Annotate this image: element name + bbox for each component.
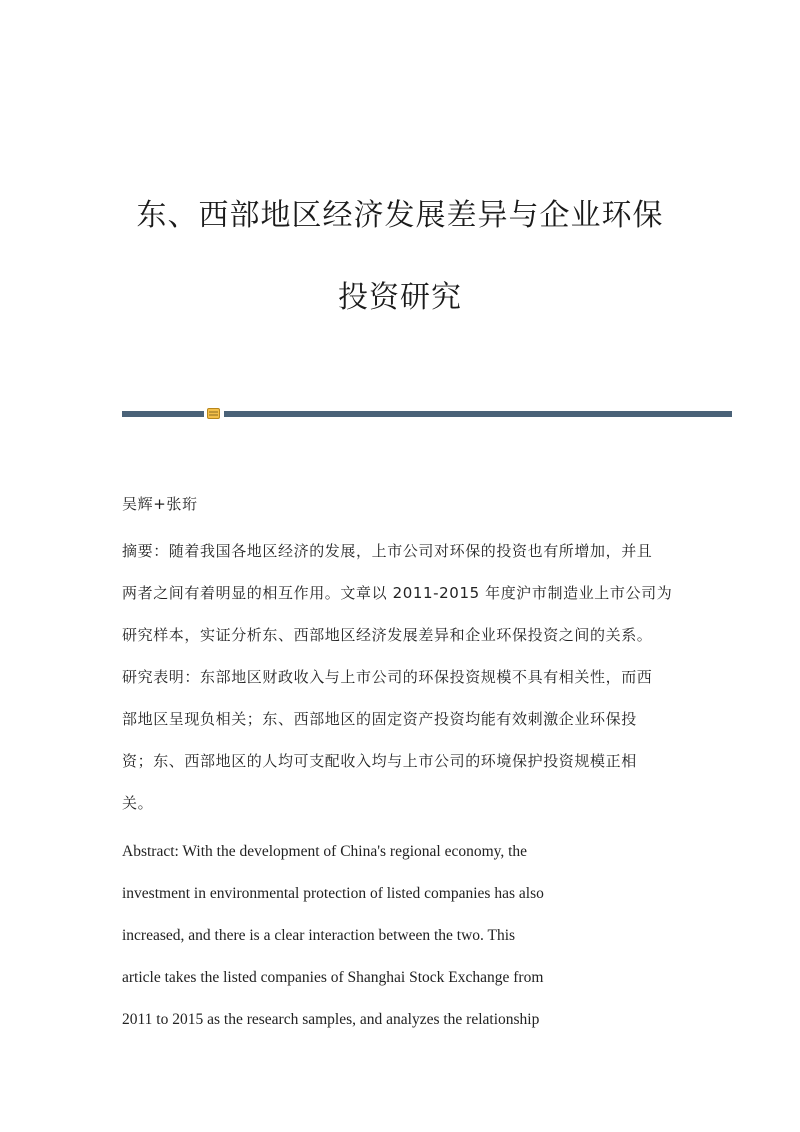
abstract-en-line: 2011 to 2015 as the research samples, and analyzes the relationship (122, 1011, 540, 1028)
abstract-en-line: article takes the listed companies of Shanghai Stock Exchange from (122, 969, 544, 986)
title-line-2: 投资研究 (338, 280, 462, 315)
title-line-1: 东、西部地区经济发展差异与企业环保 (136, 198, 664, 233)
abstract-zh-line: 关。 (122, 794, 154, 812)
abstract-en-line: investment in environmental protection of listed companies has also (122, 885, 544, 902)
abstract-zh-line: 两者之间有着明显的相互作用。文章以 2011-2015 年度沪市制造业上市公司为 (122, 584, 673, 602)
abstract-zh-line: 资；东、西部地区的人均可支配收入均与上市公司的环境保护投资规模正相 (122, 752, 637, 770)
divider-ornament-icon (207, 408, 220, 419)
divider-bar-right (224, 411, 732, 417)
abstract-en-line: Abstract: With the development of China's regional economy, the (122, 843, 528, 860)
title-divider (122, 408, 732, 420)
author-line: 吴辉+张珩 (122, 495, 198, 513)
abstract-zh-line: 研究样本，实证分析东、西部地区经济发展差异和企业环保投资之间的关系。 (122, 626, 653, 644)
abstract-zh-line: 部地区呈现负相关；东、西部地区的固定资产投资均能有效刺激企业环保投 (122, 710, 637, 728)
abstract-zh-line: 研究表明：东部地区财政收入与上市公司的环保投资规模不具有相关性，而西 (122, 668, 653, 686)
divider-bar-left (122, 411, 204, 417)
abstract-zh-line: 摘要：随着我国各地区经济的发展，上市公司对环保的投资也有所增加，并且 (122, 542, 653, 560)
abstract-en-line: increased, and there is a clear interaction between the two. This (122, 927, 516, 944)
